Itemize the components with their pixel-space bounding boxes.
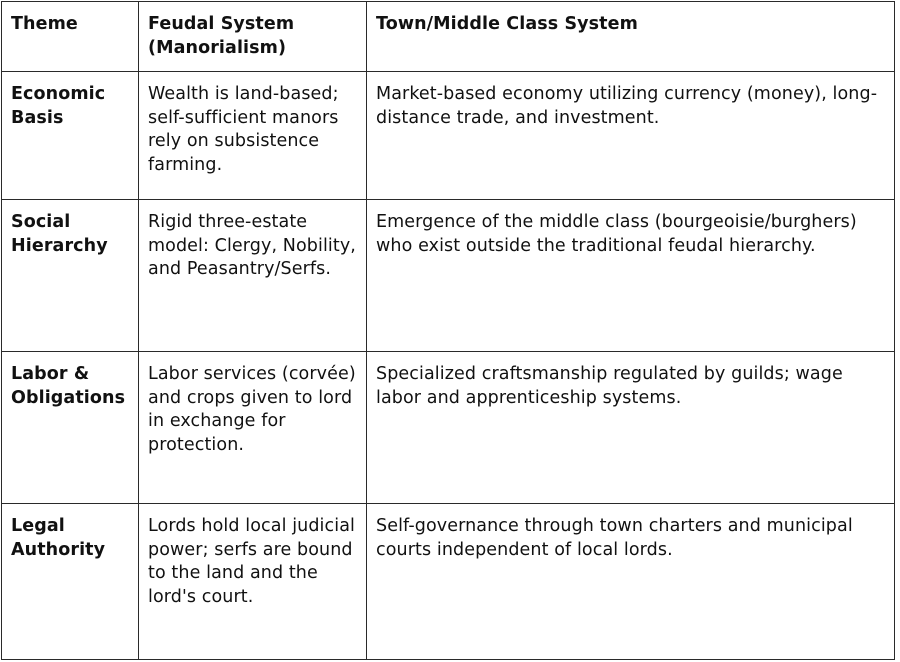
theme-cell: Social Hierarchy [2, 200, 139, 352]
theme-cell: Legal Authority [2, 504, 139, 660]
table-row [2, 504, 895, 660]
table-row [2, 352, 895, 504]
table-row [2, 200, 895, 352]
table-row [2, 72, 895, 200]
town-cell: Market-based economy utilizing currency (money), long-distance trade, and investment. [367, 72, 895, 200]
theme-cell: Economic Basis [2, 72, 139, 200]
town-cell: Specialized craftsmanship regulated by guilds; wage labor and apprenticeship systems. [367, 352, 895, 504]
town-cell: Self-governance through town charters and municipal courts independent of local lords. [367, 504, 895, 660]
header-feudal-system: Feudal System (Manorialism) [139, 2, 367, 72]
header-theme: Theme [2, 2, 139, 72]
feudal-cell: Lords hold local judicial power; serfs are bound to the land and the lord's court. [139, 504, 367, 660]
table-header-row [2, 2, 895, 72]
town-cell: Emergence of the middle class (bourgeoisie/burghers) who exist outside the traditional feudal hierarchy. [367, 200, 895, 352]
theme-cell: Labor & Obligations [2, 352, 139, 504]
feudal-cell: Wealth is land-based; self-sufficient manors rely on subsistence farming. [139, 72, 367, 200]
header-town-system: Town/Middle Class System [367, 2, 895, 72]
feudal-cell: Labor services (corvée) and crops given to lord in exchange for protection. [139, 352, 367, 504]
feudal-cell: Rigid three-estate model: Clergy, Nobility, and Peasantry/Serfs. [139, 200, 367, 352]
comparison-table [1, 1, 895, 660]
